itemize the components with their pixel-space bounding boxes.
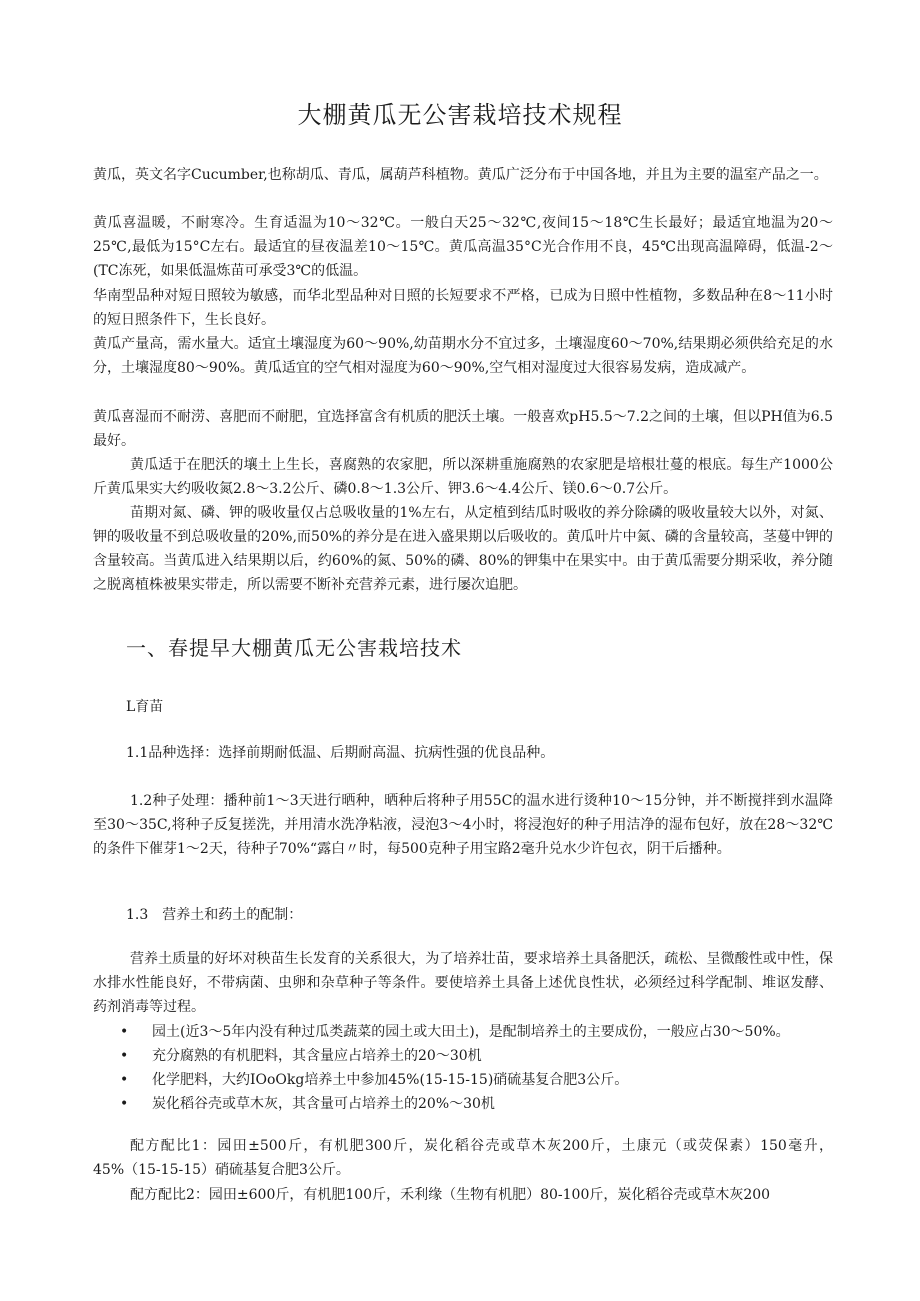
document-title: 大棚黄瓜无公害栽培技术规程 [297,101,623,129]
item-seed-treatment-text: 1.2种子处理：播种前1～3天进行晒种，晒种后将种子用55C的温水进行烫种10～15分钟，并不断搅拌到水温降至30～35C,将种子反复搓洗，并用清水洗净粘液，浸泡3～4小时，将浸泡好的种子用洁净的湿布包好，放在28～32℃的条件下催芽1～2天，待种子70%“露白〃时，每500克种子用宝路2毫升兑水少许包衣，阴干后播种。 [93,793,833,857]
intro-paragraph-5: 黄瓜喜湿而不耐涝、喜肥而不耐肥，宜选择富含有机质的肥沃土壤。一般喜欢pH5.5～7.2之间的土壤，但以PH值为6.5最好。 [93,409,833,449]
item-seed-treatment [93,789,833,861]
list-item: • 充分腐熟的有机肥料，其含量应占培养土的20～30机 [110,1044,840,1068]
intro-paragraph-7: 苗期对氮、磷、钾的吸收量仅占总吸收量的1%左右，从定植到结瓜时吸收的养分除磷的吸收量较大以外，对氮、钾的吸收量不到总吸收量的20%,而50%的养分是在进入盛果期以后吸收的。黄瓜叶片中氮、磷的含量较高，茎蔓中钾的含量较高。当黄瓜进入结果期以后，约60%的氮、50%的磷、80%的钾集中在果实中。由于黄瓜需要分期采收，养分随之脱离植株被果实带走，所以需要不断补充营养元素，进行屡次追肥。 [93,505,833,593]
subsection-seedling: L育苗 [126,699,164,715]
bullet-icon: • [120,1072,129,1088]
item-nutrient-soil: 1.3 营养土和药土的配制： [126,907,303,923]
bullet-icon: • [120,1024,129,1040]
item-variety-selection: 1.1品种选择：选择前期耐低温、后期耐高温、抗病性强的优良品种。 [126,745,555,761]
intro-paragraph-3: 华南型品种对短日照较为敏感，而华北型品种对日照的长短要求不严格，已成为日照中性植物，多数品种在8～11小时的短日照条件下，生长良好。 [93,288,833,328]
soil-component-list [110,1020,840,1116]
intro-paragraph-4: 黄瓜产量高，需水量大。适宜土壤湿度为60～90%,幼苗期水分不宜过多，土壤湿度60～70%,结果期必须供给充足的水分，土壤湿度80～90%。黄瓜适宜的空气相对湿度为60～90%,空气相对湿度过大很容易发病，造成减产。 [93,336,833,376]
formula-ratio-2: 配方配比2：园田±600斤，有机肥100斤，禾利缘（生物有机肥）80-100斤，炭化稻谷壳或草木灰200 [130,1187,771,1203]
intro-paragraph-1: 黄瓜，英文名字Cucumber,也称胡瓜、青瓜，属葫芦科植物。黄瓜广泛分布于中国各地，并且为主要的温室产品之一。 [93,167,828,183]
section-heading: 一、春提早大棚黄瓜无公害栽培技术 [126,636,462,660]
intro-paragraph-6: 黄瓜适于在肥沃的壤土上生长，喜腐熟的农家肥，所以深耕重施腐熟的农家肥是培根壮蔓的根底。每生产1000公斤黄瓜果实大约吸收氮2.8～3.2公斤、磷0.8～1.3公斤、钾3.6～4.4公斤、镁0.6～0.7公斤。 [93,457,833,497]
bullet-icon: • [120,1048,129,1064]
intro-paragraph-2: 黄瓜喜温暖，不耐寒冷。生育适温为10～32℃。一般白天25～32℃,夜间15～18℃生长最好；最适宜地温为20～25℃,最低为15°C左右。最适宜的昼夜温差10～15℃。黄瓜高温35°C光合作用不良，45℃出现高温障碍，低温-2～(TC冻死，如果低温炼苗可承受3℃的低温。 [93,215,833,279]
list-item: • 化学肥料，大约IOoOkg培养土中参加45%(15-15-15)硝硫基复合肥3公斤。 [110,1068,840,1092]
bullet-icon: • [120,1096,129,1112]
list-item: • 园土(近3～5年内没有种过瓜类蔬菜的园土或大田土)，是配制培养土的主要成份，一般应占30～50%。 [110,1020,840,1044]
list-item: • 炭化稻谷壳或草木灰，其含量可占培养土的20%～30机 [110,1092,840,1116]
soil-quality-paragraph: 营养土质量的好坏对秧苗生长发育的关系很大，为了培养壮苗，要求培养土具备肥沃，疏松、呈微酸性或中性，保水排水性能良好，不带病菌、虫卵和杂草种子等条件。要使培养土具备上述优良性状，必须经过科学配制、堆讴发酵、药剂消毒等过程。 [93,951,833,1015]
formula-ratio-1: 配方配比1：园田±500斤，有机肥300斤，炭化稻谷壳或草木灰200斤，土康元（或荧保素）150毫升，45%（15-15-15）硝硫基复合肥3公斤。 [93,1138,833,1178]
